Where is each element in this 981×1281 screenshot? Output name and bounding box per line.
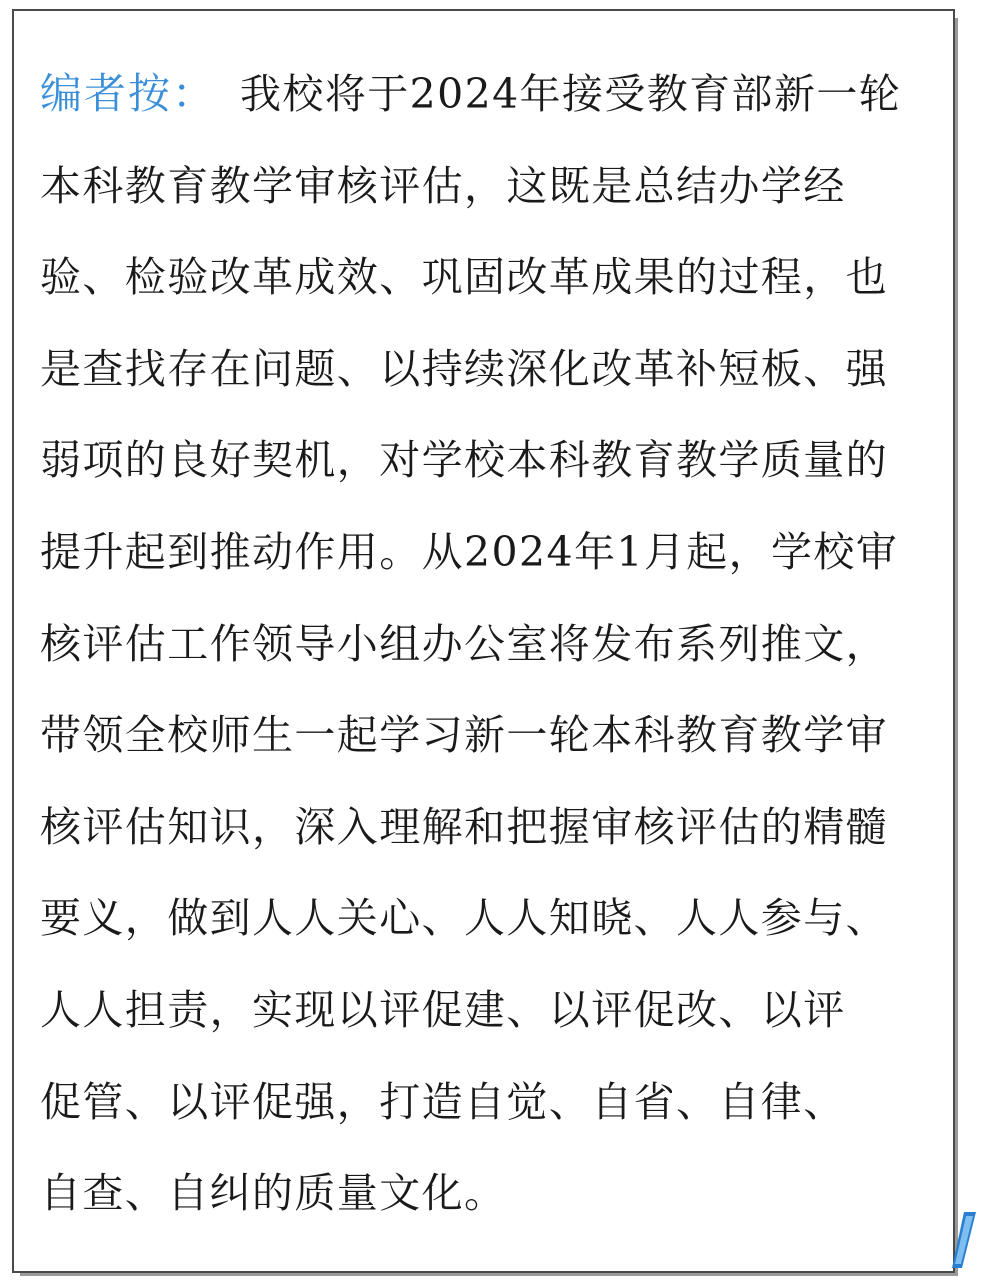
frame-shadow-right — [955, 18, 958, 1275]
note-line-10: 要义，做到人人关心、人人知晓、人人参与、 — [40, 894, 888, 943]
note-line-11: 人人担责，实现以评促建、以评促改、以评 — [40, 985, 846, 1034]
editor-note-label: 编者按： — [40, 69, 217, 118]
note-line-9: 核评估知识，深入理解和把握审核评估的精髓 — [40, 802, 888, 851]
note-line-12: 促管、以评促强，打造自觉、自省、自律、 — [40, 1077, 846, 1126]
note-line-1 — [40, 55, 940, 147]
frame-shadow-bottom — [20, 1273, 958, 1276]
note-line-3: 验、检验改革成效、巩固改革成果的过程，也 — [40, 253, 888, 302]
note-line-2: 本科教育教学审核评估，这既是总结办学经 — [40, 161, 846, 210]
note-line-8: 带领全校师生一起学习新一轮本科教育教学审 — [40, 711, 888, 760]
note-line-7: 核评估工作领导小组办公室将发布系列推文， — [40, 619, 888, 668]
note-line-4: 是查找存在问题、以持续深化改革补短板、强 — [40, 344, 888, 393]
corner-decoration-icon — [946, 1208, 980, 1274]
note-line-13: 自查、自纠的质量文化。 — [40, 1169, 507, 1218]
note-line-text: 我校将于2024年接受教育部新一轮 — [240, 70, 902, 118]
note-line-6: 提升起到推动作用。从2024年1月起，学校审 — [40, 527, 899, 576]
note-line-5: 弱项的良好契机，对学校本科教育教学质量的 — [40, 436, 888, 485]
editor-note-text — [40, 55, 940, 1246]
